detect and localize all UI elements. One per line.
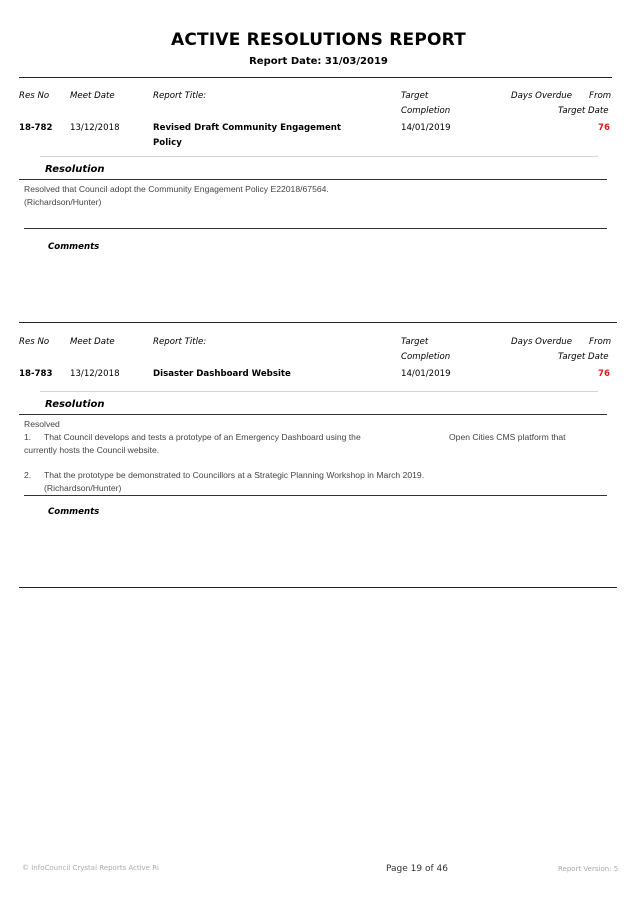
resolution-heading: Resolution (45, 164, 105, 175)
col-res-no: Res No (19, 337, 50, 347)
comments-divider (24, 495, 607, 496)
col-days-overdue: Days Overdue (511, 91, 573, 101)
col-meet-date: Meet Date (70, 337, 115, 347)
header-divider (19, 77, 612, 78)
report-version: Report Version: 5 (558, 865, 619, 873)
resolution-item-text: That the prototype be demonstrated to Councillors at a Strategic Planning Workshop in March 2019. (44, 470, 425, 480)
col-report-title: Report Title: (153, 91, 207, 101)
comments-divider (24, 228, 607, 229)
meet-date: 13/12/2018 (70, 369, 120, 379)
col-target-date: Target Date (558, 106, 609, 116)
row-divider (40, 156, 598, 157)
target-completion: 14/01/2019 (401, 369, 451, 379)
item-number: 1. (24, 432, 32, 442)
col-target: Target (401, 337, 429, 347)
page-number: Page 19 of 46 (386, 864, 448, 874)
row-divider (40, 391, 598, 392)
col-completion: Completion (401, 352, 451, 362)
report-title-line: Policy (153, 138, 182, 148)
item-number: 2. (24, 470, 32, 480)
target-completion: 14/01/2019 (401, 123, 451, 133)
meet-date: 13/12/2018 (70, 123, 120, 133)
footer-source: © InfoCouncil Crystal Reports Active Ri (22, 864, 160, 872)
col-from: From (589, 91, 612, 101)
resolution-mover: (Richardson/Hunter) (24, 197, 102, 207)
report-title: ACTIVE RESOLUTIONS REPORT (171, 30, 466, 50)
res-no: 18-782 (19, 123, 53, 133)
col-res-no: Res No (19, 91, 50, 101)
resolution-item-text: Open Cities CMS platform that (449, 432, 566, 442)
col-target-date: Target Date (558, 352, 609, 362)
col-from: From (589, 337, 612, 347)
col-meet-date: Meet Date (70, 91, 115, 101)
col-days-overdue: Days Overdue (511, 337, 573, 347)
resolution-heading: Resolution (45, 399, 105, 410)
report-date: Report Date: 31/03/2019 (249, 56, 388, 67)
col-target: Target (401, 91, 429, 101)
comments-heading: Comments (48, 242, 100, 252)
resolution-text: Resolved that Council adopt the Community Engagement Policy E22018/67564. (24, 184, 329, 194)
col-completion: Completion (401, 106, 451, 116)
report-title-line: Disaster Dashboard Website (153, 369, 291, 379)
record-separator (19, 322, 617, 323)
resolved-label: Resolved (24, 419, 60, 429)
days-overdue-value: 76 (598, 369, 610, 379)
record-separator (19, 587, 617, 588)
resolution-divider (19, 179, 607, 180)
days-overdue-value: 76 (598, 123, 610, 133)
resolution-item-text: currently hosts the Council website. (24, 445, 160, 455)
comments-heading: Comments (48, 507, 100, 517)
resolution-mover: (Richardson/Hunter) (44, 483, 122, 493)
resolution-divider (19, 414, 607, 415)
resolution-item-text: That Council develops and tests a prototype of an Emergency Dashboard using the (44, 432, 361, 442)
report-title-line: Revised Draft Community Engagement (153, 123, 342, 133)
col-report-title: Report Title: (153, 337, 207, 347)
res-no: 18-783 (19, 369, 53, 379)
